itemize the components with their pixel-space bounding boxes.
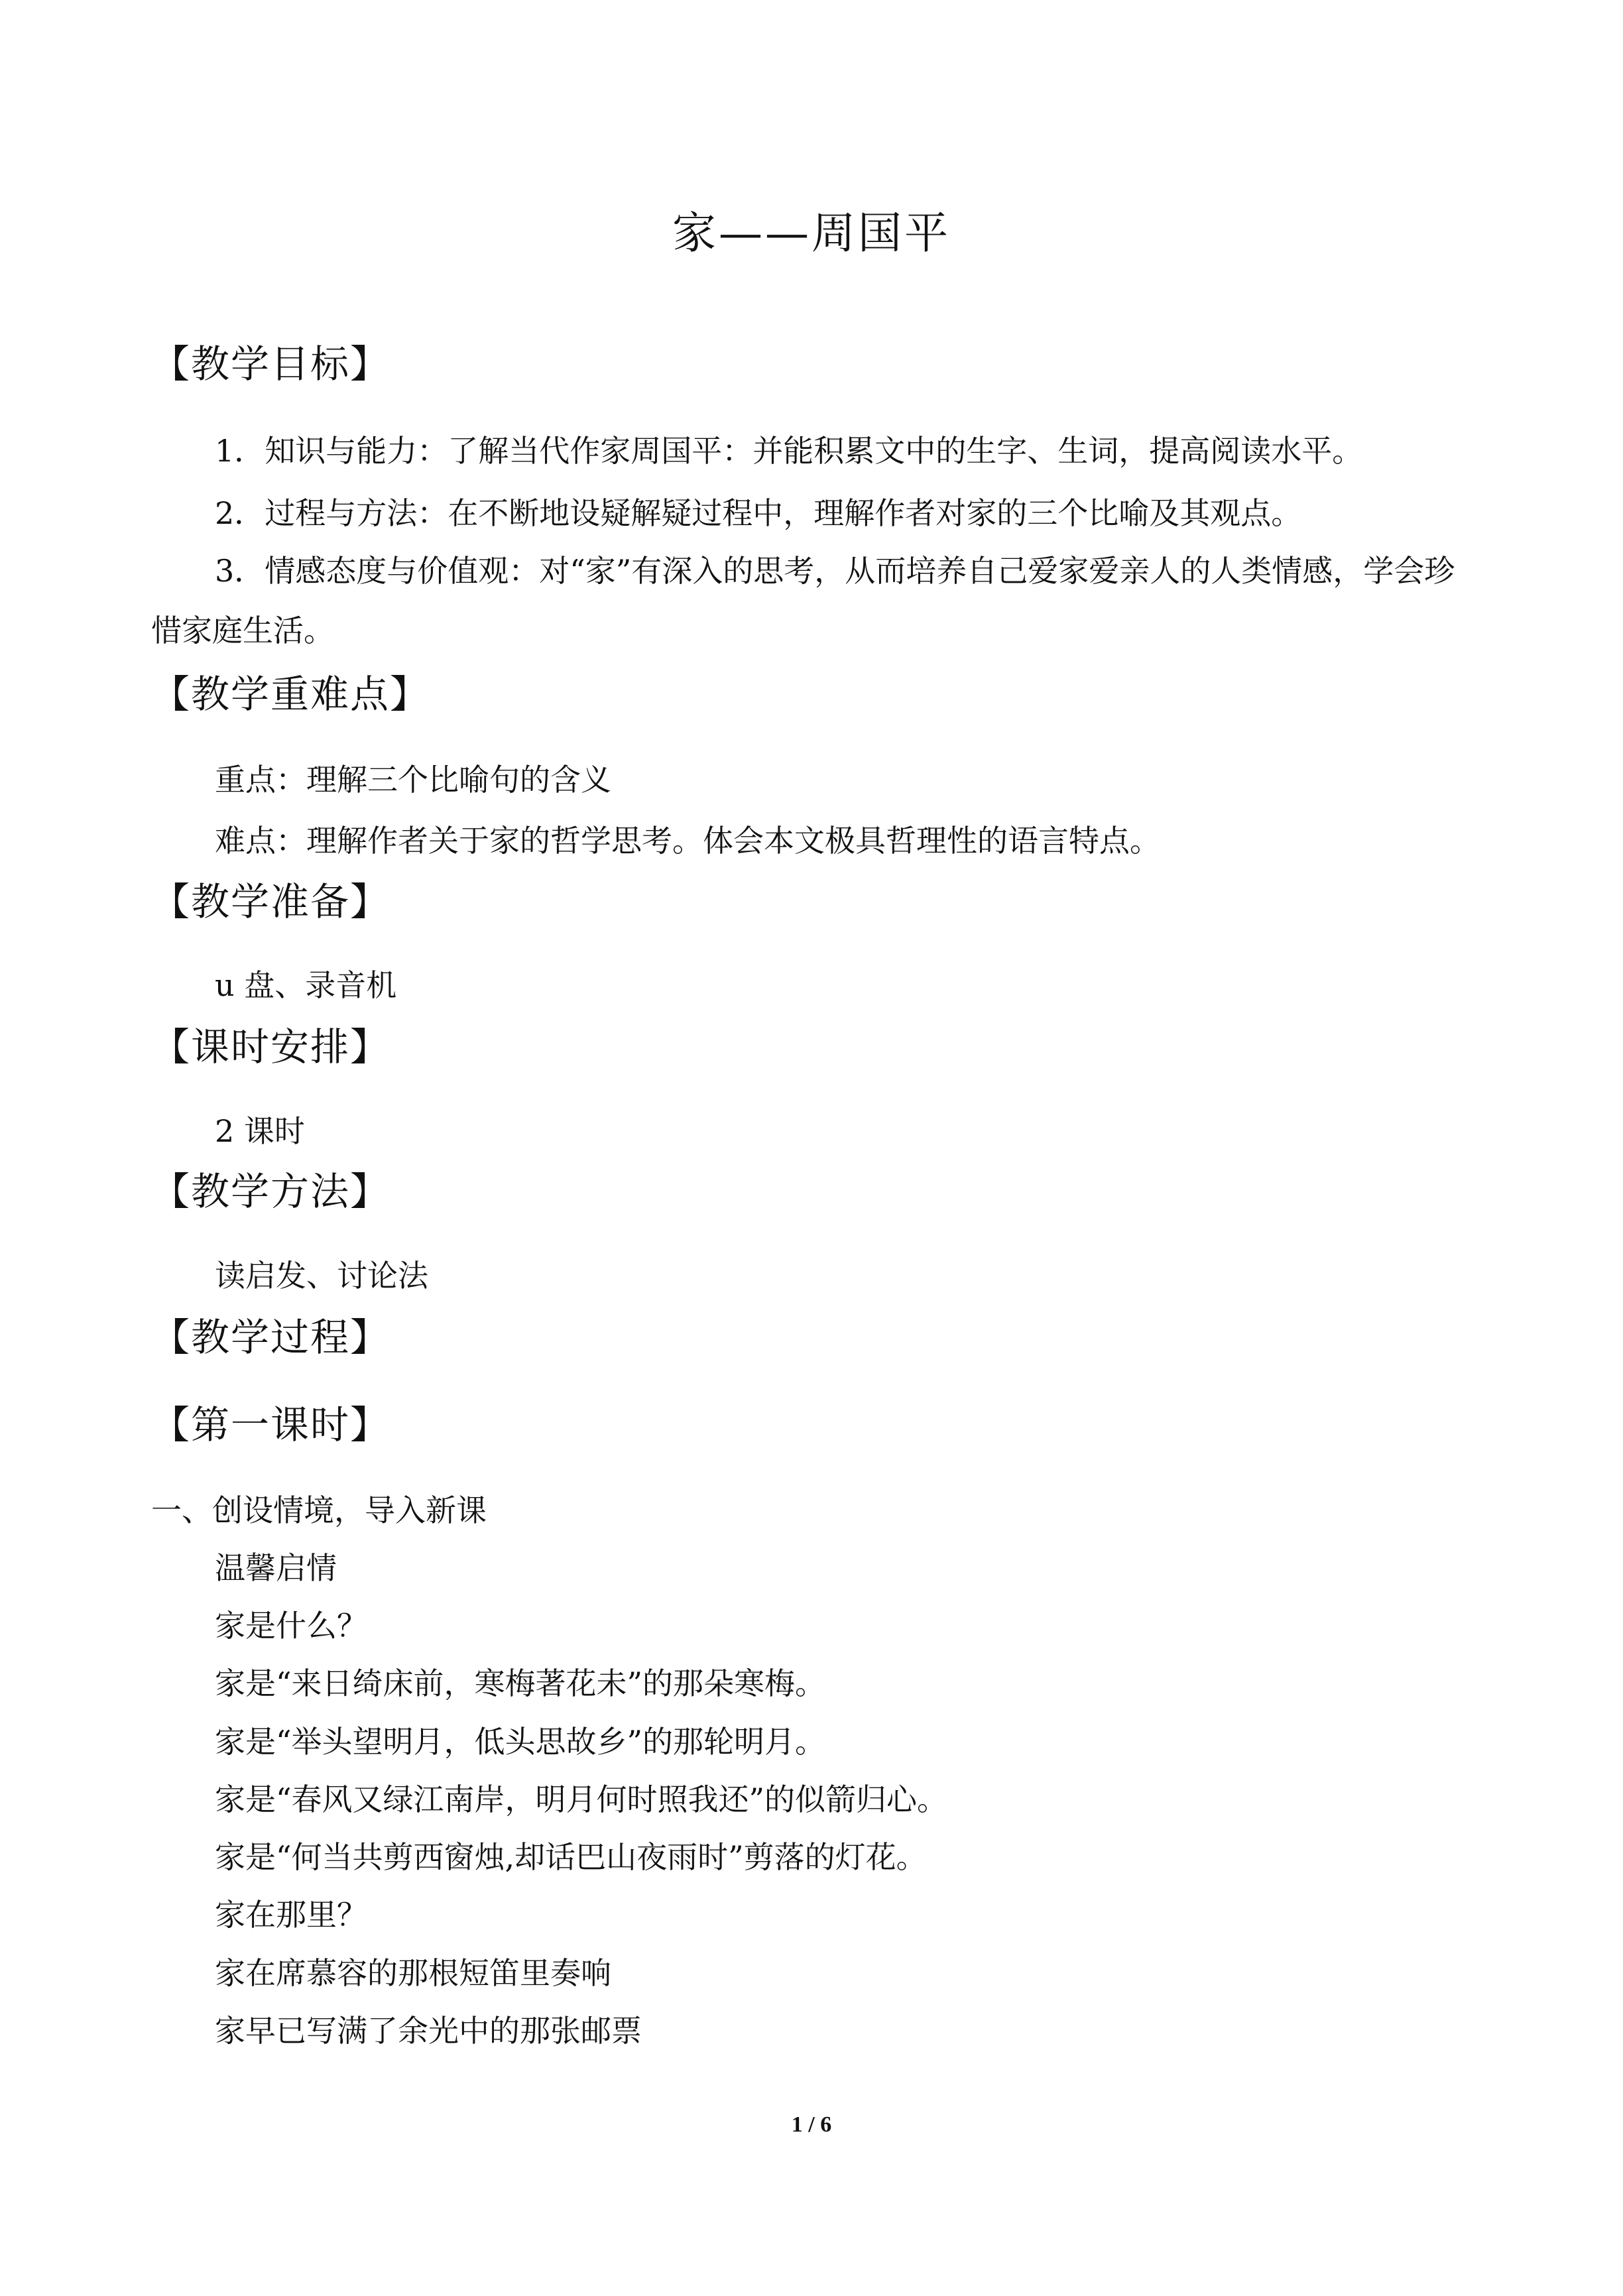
key-point-item-2: 难点：理解作者关于家的哲学思考。体会本文极具哲理性的语言特点。 xyxy=(215,823,1160,859)
objective-item-3: 3．情感态度与价值观：对“家”有深入的思考，从而培养自己爱家爱亲人的人类情感，学会珍惜家庭生活。 xyxy=(151,553,1455,648)
document-title: 家——周国平 xyxy=(672,208,951,259)
page-number: 1 / 6 xyxy=(791,2112,832,2137)
lesson-line-5: 家是“春风又绿江南岸，明月何时照我还”的似箭归心。 xyxy=(215,1782,948,1817)
heading-methods: 【教学方法】 xyxy=(151,1169,391,1214)
heading-objectives: 【教学目标】 xyxy=(151,341,391,387)
methods-text: 读启发、讨论法 xyxy=(215,1258,428,1294)
lesson-line-4: 家是“举头望明月，低头思故乡”的那轮明月。 xyxy=(215,1724,826,1760)
step-title: 一、创设情境，导入新课 xyxy=(151,1492,487,1528)
objective-item-2: 2．过程与方法：在不断地设疑解疑过程中，理解作者对家的三个比喻及其观点。 xyxy=(215,495,1302,531)
objective-item-1: 1．知识与能力：了解当代作家周国平：并能积累文中的生字、生词，提高阅读水平。 xyxy=(215,433,1363,469)
heading-preparation: 【教学准备】 xyxy=(151,879,391,924)
lesson-line-8: 家在席慕容的那根短笛里奏响 xyxy=(215,1955,611,1991)
lesson-line-3: 家是“来日绮床前，寒梅著花未”的那朵寒梅。 xyxy=(215,1665,826,1701)
preparation-text: u 盘、录音机 xyxy=(215,967,397,1003)
heading-process: 【教学过程】 xyxy=(151,1315,391,1360)
heading-schedule: 【课时安排】 xyxy=(151,1024,391,1069)
lesson-line-2: 家是什么？ xyxy=(215,1608,367,1644)
lesson-line-6: 家是“何当共剪西窗烛,却话巴山夜雨时”剪落的灯花。 xyxy=(215,1839,927,1875)
key-point-item-1: 重点：理解三个比喻句的含义 xyxy=(215,762,611,798)
heading-first-lesson: 【第一课时】 xyxy=(151,1402,391,1447)
heading-key-points: 【教学重难点】 xyxy=(151,672,430,717)
lesson-line-1: 温馨启情 xyxy=(215,1550,337,1586)
schedule-text: 2 课时 xyxy=(215,1113,305,1149)
lesson-line-9: 家早已写满了余光中的那张邮票 xyxy=(215,2013,642,2049)
lesson-line-7: 家在那里？ xyxy=(215,1897,367,1933)
